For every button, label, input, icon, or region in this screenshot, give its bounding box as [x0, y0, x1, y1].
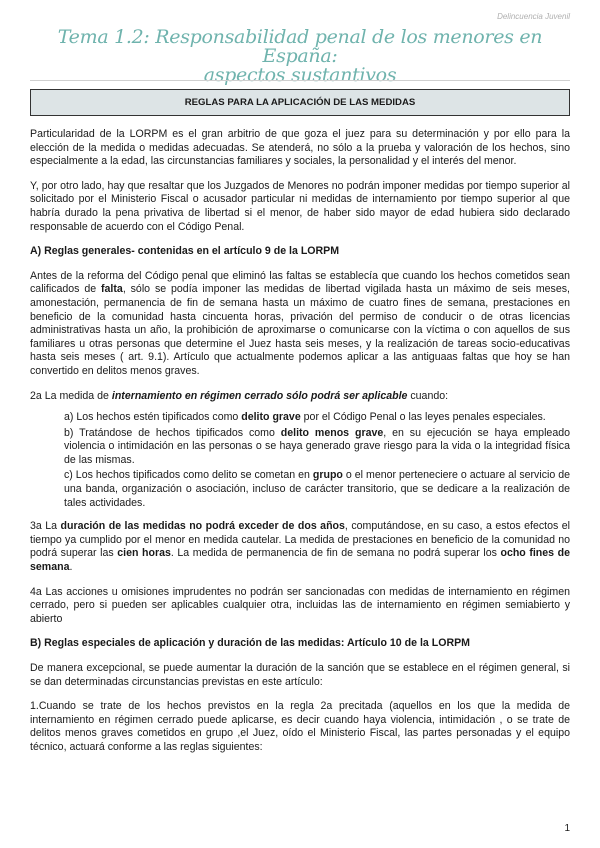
list-item-c: c) Los hechos tipificados como delito se cometan en grupo o el menor perteneciere o actuare al servicio de una banda, organización o asociación, incluso de carácter transitorio, que se dedicare a la realización de tales actividades.	[64, 469, 570, 509]
paragraph-rule-4a: 4a Las acciones u omisiones imprudentes no podrán ser sancionadas con medidas de internamiento en régimen cerrado, pero si pueden ser aplicables cualquier otra, incluidas las de internamiento en régimen semiabierto y abierto	[30, 585, 570, 625]
bold-internamiento: internamiento en régimen cerrado sólo podrá ser aplicable	[111, 389, 408, 402]
paragraph-rule-2a: 2a La medida de internamiento en régimen cerrado sólo podrá ser aplicable cuando:	[30, 389, 449, 402]
heading-special-rules: B) Reglas especiales de aplicación y duración de las medidas: Artículo 10 de la LORPM	[30, 637, 470, 650]
title-divider	[30, 80, 570, 81]
section-heading-box	[30, 89, 570, 116]
title-line-1: Tema 1.2: Responsabilidad penal de los menores en España:	[57, 26, 543, 67]
list-item-a: a) Los hechos estén tipificados como delito grave por el Código Penal o las leyes penales especiales.	[64, 411, 546, 424]
page-number: 1	[564, 823, 570, 834]
conditions-list	[64, 411, 570, 510]
heading-general-rules: A) Reglas generales- contenidas en el artículo 9 de la LORPM	[30, 245, 340, 258]
paragraph-exceptional: De manera excepcional, se puede aumentar la duración de la sanción que se establece en el régimen general, si se dan determinadas circunstancias previstas en este artículo:	[30, 662, 570, 688]
paragraph-faltas: Antes de la reforma del Código penal que eliminó las faltas se establecía que cuando los hechos cometidos sean calificados de falta, sólo se podía imponer las medidas de libertad vigilada hasta un máximo de seis meses, amonestación, permanencia de fin de semana hasta un máximo de cuatro fines de semana, prestaciones en beneficio de la comunidad hasta cincuenta horas, privación del permiso de conducir o de otras licencias administrativas hasta un año, la prohibición de aproximarse o comunicarse con la víctima o con aquellos de sus familiares u otras personas que determine el Juez hasta seis meses, y la realización de tareas socio-educativas hasta seis meses ( art. 9.1). Artículo que actualmente podemos aplicar a las antiguaas faltas que hoy se han convertido en delitos menos graves.	[30, 269, 570, 377]
paragraph-limits: Y, por otro lado, hay que resaltar que los Juzgados de Menores no podrán imponer medidas por tiempo superior al solicitado por el Ministerio Fiscal o acusador particular ni medidas de internamiento por tiempo superior al que habría durado la pena privativa de libertad si el menor, de haber sido mayor de edad hubiera sido declarado responsable de acuerdo con el Código Penal.	[30, 179, 570, 233]
bold-falta: falta	[101, 283, 123, 296]
running-header: Delincuencia Juvenil	[497, 12, 570, 21]
paragraph-intro: Particularidad de la LORPM es el gran arbitrio de que goza el juez para su determinación y por ello para la elección de la medida o medidas adecuadas. Se atenderá, no sólo a la prueba y valoración de los hechos, sino especialmente a la edad, las circunstancias familiares y sociales, la personalidad y el interés del menor.	[30, 128, 570, 168]
paragraph-rule-1: 1.Cuando se trate de los hechos previstos en la regla 2a precitada (aquellos en los que la medida de internamiento en régimen cerrado puede aplicarse, es decir cuando haya violencia, intimidación , o se trate de delitos menos graves cometidos en grupo ,el Juez, oído el Ministerio Fiscal, las partes personadas y el equipo técnico, actuará conforme a las reglas siguientes:	[30, 700, 570, 753]
paragraph-rule-3a: 3a La duración de las medidas no podrá exceder de dos años, computándose, en su caso, a estos efectos el tiempo ya cumplido por el menor en medida cautelar. La medida de prestaciones en beneficio de la comunidad no podrá superar las cien horas. La medida de permanencia de fin de semana no podrá superar los ocho fines de semana.	[30, 520, 570, 574]
title-line-2: aspectos sustantivos	[203, 64, 397, 86]
page-title	[30, 28, 570, 85]
document-body	[30, 128, 570, 766]
list-item-b: b) Tratándose de hechos tipificados como delito menos grave, en su ejecución se haya empleado violencia o intimidación en las personas o se haya generado grave riesgo para la vida o la integridad física de las mismas.	[64, 426, 570, 466]
section-heading: REGLAS PARA LA APLICACIÓN DE LAS MEDIDAS	[184, 97, 416, 108]
